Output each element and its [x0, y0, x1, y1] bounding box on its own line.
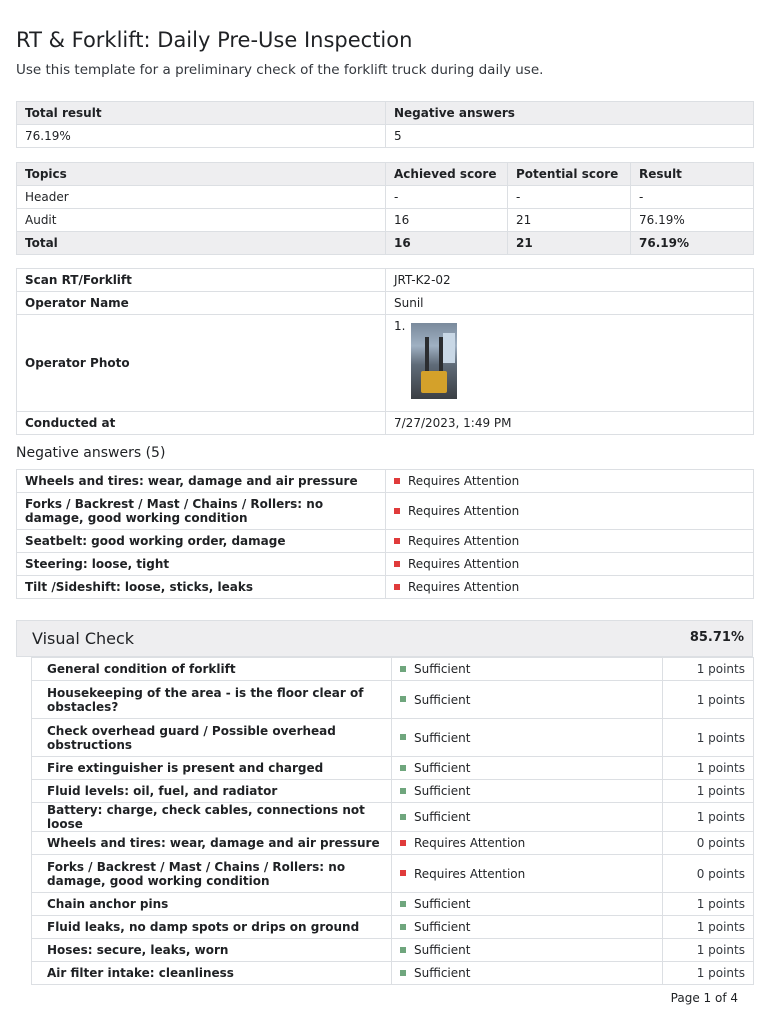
points-cell: 1 points — [663, 803, 754, 832]
achieved-cell: - — [386, 186, 508, 209]
answer-text: Requires Attention — [408, 534, 520, 548]
answer-text: Sufficient — [414, 692, 471, 707]
visual-check-header — [16, 620, 753, 657]
question-cell: Fluid levels: oil, fuel, and radiator — [32, 780, 392, 803]
question-cell: Fire extinguisher is present and charged — [32, 757, 392, 780]
table-row — [32, 855, 754, 893]
sufficient-marker-icon — [400, 734, 406, 740]
table-row — [17, 576, 754, 599]
answer-text: Sufficient — [414, 943, 471, 957]
answer-text: Requires Attention — [408, 557, 520, 571]
question-cell: Forks / Backrest / Mast / Chains / Rollers: no damage, good working condition — [17, 493, 386, 530]
sufficient-marker-icon — [400, 788, 406, 794]
answer-cell — [392, 939, 663, 962]
question-cell: Housekeeping of the area - is the floor clear of obstacles? — [32, 681, 392, 719]
points-cell: 1 points — [663, 939, 754, 962]
question-cell: Battery: charge, check cables, connections not loose — [32, 803, 392, 832]
conducted-label: Conducted at — [17, 412, 386, 435]
answer-text: Requires Attention — [408, 474, 520, 488]
answer-text: Sufficient — [414, 810, 471, 824]
sufficient-marker-icon — [400, 970, 406, 976]
sufficient-marker-icon — [400, 696, 406, 702]
visual-check-table — [31, 657, 754, 985]
answer-text: Sufficient — [414, 920, 471, 934]
answer-text: Sufficient — [414, 897, 471, 911]
table-row — [32, 803, 754, 832]
total-potential: 21 — [508, 232, 631, 255]
sufficient-marker-icon — [400, 947, 406, 953]
points-cell: 1 points — [663, 658, 754, 681]
answer-text: Requires Attention — [408, 504, 520, 518]
visual-check-title: Visual Check — [32, 629, 135, 648]
table-row — [32, 719, 754, 757]
question-cell: Seatbelt: good working order, damage — [17, 530, 386, 553]
table-row — [17, 553, 754, 576]
scores-header-topics: Topics — [17, 163, 386, 186]
operator-label: Operator Name — [17, 292, 386, 315]
answer-cell — [386, 553, 754, 576]
answer-cell — [392, 855, 663, 893]
report-subtitle: Use this template for a preliminary check of the forklift truck during daily use. — [16, 62, 544, 78]
question-cell: Fluid leaks, no damp spots or drips on ground — [32, 916, 392, 939]
potential-cell: - — [508, 186, 631, 209]
table-row — [32, 916, 754, 939]
photo-index: 1. — [394, 319, 406, 333]
answer-cell — [392, 719, 663, 757]
answer-cell — [392, 916, 663, 939]
answer-text: Sufficient — [414, 662, 471, 676]
page-number: Page 1 of 4 — [670, 991, 738, 1005]
summary-header-negative: Negative answers — [386, 102, 754, 125]
answer-cell — [392, 757, 663, 780]
answer-cell — [392, 780, 663, 803]
table-row — [32, 893, 754, 916]
points-cell: 1 points — [663, 893, 754, 916]
sufficient-marker-icon — [400, 814, 406, 820]
summary-header-total: Total result — [17, 102, 386, 125]
sufficient-marker-icon — [400, 666, 406, 672]
total-row — [17, 232, 754, 255]
total-result: 76.19% — [631, 232, 754, 255]
answer-text: Requires Attention — [408, 580, 520, 594]
question-cell: Chain anchor pins — [32, 893, 392, 916]
points-cell: 0 points — [663, 832, 754, 855]
table-row — [32, 939, 754, 962]
scores-header-result: Result — [631, 163, 754, 186]
answer-text: Sufficient — [414, 761, 471, 775]
achieved-cell: 16 — [386, 209, 508, 232]
answer-cell — [392, 893, 663, 916]
negative-answers-table — [16, 469, 754, 599]
question-cell: Hoses: secure, leaks, worn — [32, 939, 392, 962]
operator-photo[interactable] — [411, 323, 457, 399]
photo-label: Operator Photo — [17, 315, 386, 412]
scan-value: JRT-K2-02 — [386, 269, 754, 292]
answer-cell — [386, 470, 754, 493]
details-table — [16, 268, 754, 435]
summary-table — [16, 101, 754, 148]
question-cell: Steering: loose, tight — [17, 553, 386, 576]
total-achieved: 16 — [386, 232, 508, 255]
attention-marker-icon — [394, 508, 400, 514]
points-cell: 1 points — [663, 681, 754, 719]
attention-marker-icon — [394, 584, 400, 590]
potential-cell: 21 — [508, 209, 631, 232]
negative-answers-value: 5 — [386, 125, 754, 148]
answer-text: Requires Attention — [414, 836, 526, 850]
answer-cell — [392, 962, 663, 985]
points-cell: 1 points — [663, 962, 754, 985]
report-title: RT & Forklift: Daily Pre-Use Inspection — [16, 28, 413, 52]
table-row — [32, 757, 754, 780]
table-row — [17, 493, 754, 530]
answer-cell — [386, 493, 754, 530]
table-row — [17, 186, 754, 209]
scores-header-achieved: Achieved score — [386, 163, 508, 186]
question-cell: Wheels and tires: wear, damage and air pressure — [32, 832, 392, 855]
table-row — [17, 530, 754, 553]
table-row — [32, 832, 754, 855]
points-cell: 1 points — [663, 757, 754, 780]
answer-cell — [392, 803, 663, 832]
answer-cell — [386, 530, 754, 553]
table-row — [17, 470, 754, 493]
negative-answers-title: Negative answers (5) — [16, 445, 166, 461]
visual-check-score: 85.71% — [689, 630, 744, 645]
answer-text: Sufficient — [414, 966, 471, 980]
attention-marker-icon — [394, 478, 400, 484]
answer-text: Sufficient — [414, 730, 471, 745]
attention-marker-icon — [394, 561, 400, 567]
visual-check-section — [16, 620, 753, 985]
attention-marker-icon — [400, 840, 406, 846]
table-row — [32, 681, 754, 719]
points-cell: 1 points — [663, 719, 754, 757]
conducted-value: 7/27/2023, 1:49 PM — [386, 412, 754, 435]
table-row — [32, 962, 754, 985]
scores-table — [16, 162, 754, 255]
question-cell: Air filter intake: cleanliness — [32, 962, 392, 985]
attention-marker-icon — [400, 870, 406, 876]
question-cell: Forks / Backrest / Mast / Chains / Rollers: no damage, good working condition — [32, 855, 392, 893]
total-result-value: 76.19% — [17, 125, 386, 148]
topic-cell: Audit — [17, 209, 386, 232]
answer-cell — [386, 576, 754, 599]
scan-label: Scan RT/Forklift — [17, 269, 386, 292]
answer-text: Sufficient — [414, 784, 471, 798]
points-cell: 1 points — [663, 916, 754, 939]
question-cell: Check overhead guard / Possible overhead obstructions — [32, 719, 392, 757]
points-cell: 1 points — [663, 780, 754, 803]
sufficient-marker-icon — [400, 901, 406, 907]
table-row — [32, 658, 754, 681]
scores-header-potential: Potential score — [508, 163, 631, 186]
points-cell: 0 points — [663, 855, 754, 893]
table-row — [17, 209, 754, 232]
total-label: Total — [17, 232, 386, 255]
photo-cell — [386, 315, 754, 412]
question-cell: Wheels and tires: wear, damage and air pressure — [17, 470, 386, 493]
answer-cell — [392, 832, 663, 855]
question-cell: General condition of forklift — [32, 658, 392, 681]
attention-marker-icon — [394, 538, 400, 544]
answer-text: Requires Attention — [414, 866, 526, 881]
answer-cell — [392, 681, 663, 719]
result-cell: 76.19% — [631, 209, 754, 232]
sufficient-marker-icon — [400, 765, 406, 771]
table-row — [32, 780, 754, 803]
result-cell: - — [631, 186, 754, 209]
answer-cell — [392, 658, 663, 681]
topic-cell: Header — [17, 186, 386, 209]
sufficient-marker-icon — [400, 924, 406, 930]
operator-value: Sunil — [386, 292, 754, 315]
question-cell: Tilt /Sideshift: loose, sticks, leaks — [17, 576, 386, 599]
